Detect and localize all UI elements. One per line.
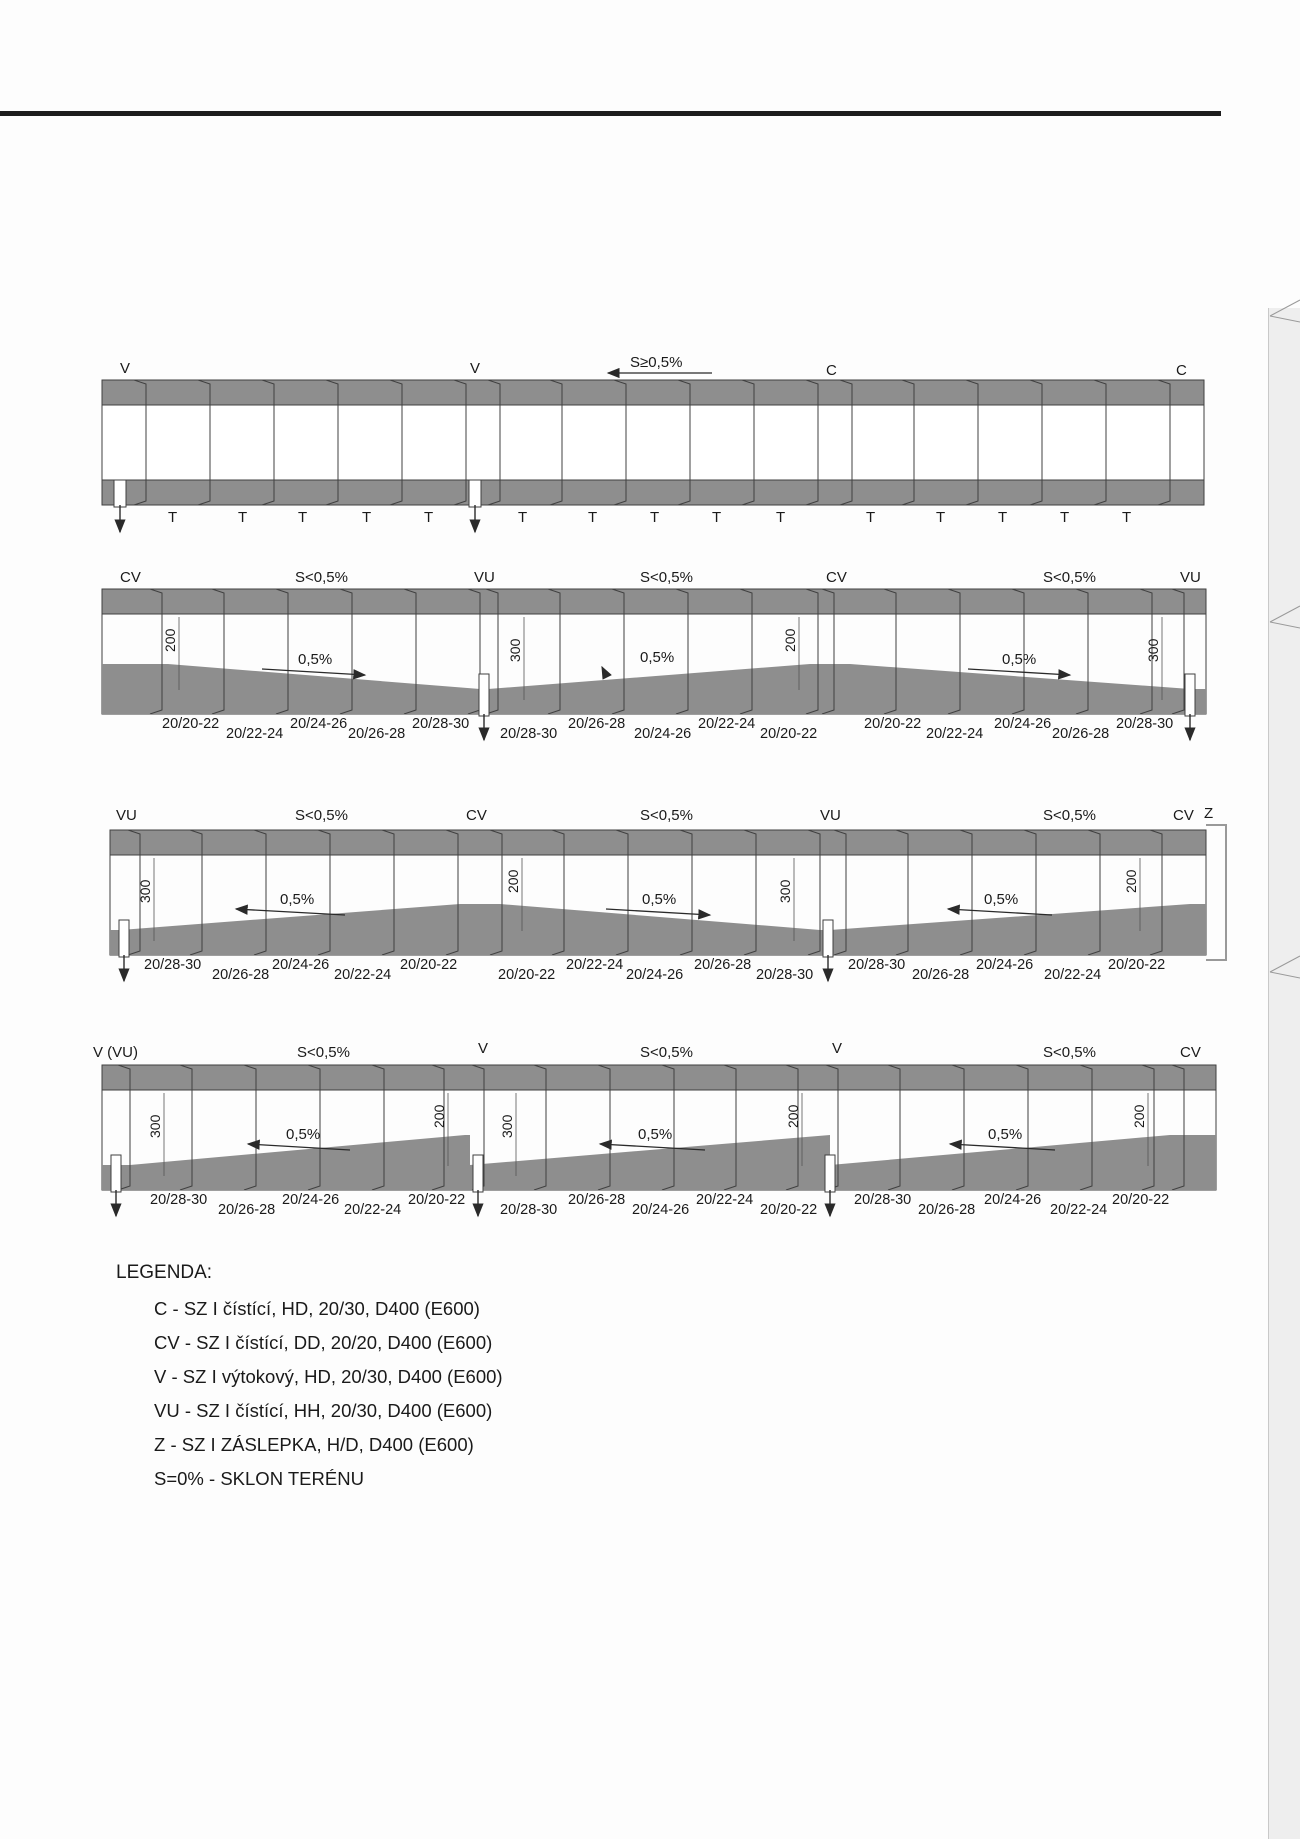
segment-label: 20/28-30 <box>1116 716 1174 732</box>
depth-label: 300 <box>137 879 153 903</box>
slope-label: 0,5% <box>280 891 315 908</box>
segment-label: 20/20-22 <box>162 716 220 732</box>
station-label: S<0,5% <box>640 1044 693 1061</box>
flow-profile <box>102 1135 1216 1190</box>
segment-label: 20/24-26 <box>282 1192 340 1208</box>
segment-label: 20/28-30 <box>150 1192 208 1208</box>
segment-label: 20/24-26 <box>994 716 1052 732</box>
station-label: V <box>470 360 481 377</box>
station-label: CV <box>466 807 487 824</box>
segment-label: 20/26-28 <box>694 957 752 973</box>
station-label: S<0,5% <box>640 569 693 586</box>
strip-2 <box>102 569 1206 742</box>
segment-label: 20/28-30 <box>848 957 906 973</box>
segment-label: 20/20-22 <box>400 957 458 973</box>
legend-item <box>154 1332 503 1354</box>
segment-label: 20/20-22 <box>498 967 556 983</box>
segment-label: T <box>238 509 248 526</box>
slope-label: 0,5% <box>984 891 1019 908</box>
legend-code: C - <box>154 1298 184 1319</box>
station-label: S<0,5% <box>297 1044 350 1061</box>
segment-label: 20/22-24 <box>696 1192 754 1208</box>
segment-label: 20/24-26 <box>634 726 692 742</box>
segment-label: 20/20-22 <box>864 716 922 732</box>
legend-item <box>154 1366 503 1388</box>
station-label: S<0,5% <box>295 807 348 824</box>
segment-label: 20/28-30 <box>500 726 558 742</box>
station-label: Z <box>1204 805 1214 822</box>
segment-label: 20/24-26 <box>290 716 348 732</box>
segment-label: T <box>1060 509 1070 526</box>
outlet <box>469 480 481 507</box>
station-label: S<0,5% <box>1043 569 1096 586</box>
legend-title: LEGENDA: <box>116 1262 213 1283</box>
segment-label: T <box>362 509 372 526</box>
strip-1 <box>102 354 1204 532</box>
legend-code: VU - <box>154 1400 196 1421</box>
tab-notch-1 <box>1270 300 1300 322</box>
station-label: VU <box>1180 569 1201 586</box>
segment-label: 20/22-24 <box>334 967 392 983</box>
outlet <box>1185 674 1195 716</box>
outlet <box>823 920 833 957</box>
pipe-body <box>102 405 1204 480</box>
segment-label: 20/20-22 <box>1108 957 1166 973</box>
station-label: S<0,5% <box>1043 1044 1096 1061</box>
legend-text: SKLON TERÉNU <box>220 1468 364 1489</box>
pipe-top-wall <box>102 589 1206 614</box>
legend-code: V - <box>154 1366 183 1387</box>
segment-label: 20/24-26 <box>626 967 684 983</box>
legend-item <box>154 1434 503 1456</box>
station-label: S<0,5% <box>1043 807 1096 824</box>
station-label: CV <box>1173 807 1194 824</box>
outlet <box>119 920 129 957</box>
segment-label: 20/28-30 <box>412 716 470 732</box>
depth-label: 300 <box>499 1114 515 1138</box>
segment-label: T <box>650 509 660 526</box>
segment-label: 20/26-28 <box>568 716 626 732</box>
segment-label: T <box>776 509 786 526</box>
segment-label: 20/26-28 <box>568 1192 626 1208</box>
outlet <box>473 1155 483 1192</box>
legend-text: SZ I ZÁSLEPKA, H/D, D400 (E600) <box>181 1434 474 1455</box>
station-label: CV <box>120 569 141 586</box>
station-label: S<0,5% <box>295 569 348 586</box>
segment-label: 20/20-22 <box>760 1202 818 1218</box>
depth-label: 300 <box>147 1114 163 1138</box>
depth-label: 300 <box>507 638 523 662</box>
outlet <box>114 480 126 507</box>
depth-label: 300 <box>1145 638 1161 662</box>
legend-item <box>154 1298 503 1320</box>
segment-label: T <box>998 509 1008 526</box>
tab-notch-3 <box>1270 956 1300 978</box>
segment-label: 20/22-24 <box>1050 1202 1108 1218</box>
depth-label: 200 <box>431 1104 447 1128</box>
outlet <box>111 1155 121 1192</box>
station-label: VU <box>116 807 137 824</box>
end-cap <box>1206 825 1226 960</box>
segment-label: 20/24-26 <box>984 1192 1042 1208</box>
segment-label: 20/20-22 <box>760 726 818 742</box>
segment-label: 20/22-24 <box>566 957 624 973</box>
segment-label: 20/22-24 <box>926 726 984 742</box>
depth-label: 300 <box>777 879 793 903</box>
slope-label: 0,5% <box>642 891 677 908</box>
strip-3 <box>110 805 1226 983</box>
station-label: V <box>832 1040 843 1057</box>
segment-label: 20/20-22 <box>408 1192 466 1208</box>
slope-label: 0,5% <box>640 649 675 666</box>
legend-text: SZ I čístící, HD, 20/30, D400 (E600) <box>183 1298 480 1319</box>
slope-label: 0,5% <box>638 1126 673 1143</box>
legend-code: S=0% - <box>154 1468 220 1489</box>
legend-code: Z - <box>154 1434 182 1455</box>
segment-label: 20/24-26 <box>976 957 1034 973</box>
legend-code: CV - <box>154 1332 196 1353</box>
depth-label: 200 <box>785 1104 801 1128</box>
slope-label: 0,5% <box>298 651 333 668</box>
legend-text: SZ I čístící, HH, 20/30, D400 (E600) <box>196 1400 493 1421</box>
station-label: VU <box>474 569 495 586</box>
segment-label: 20/26-28 <box>1052 726 1110 742</box>
segment-label: 20/26-28 <box>348 726 406 742</box>
segment-label: T <box>936 509 946 526</box>
depth-label: 200 <box>1131 1104 1147 1128</box>
legend <box>116 1262 503 1502</box>
depth-label: 200 <box>1123 869 1139 893</box>
segment-label: 20/24-26 <box>272 957 330 973</box>
outlet <box>479 674 489 716</box>
depth-label: 200 <box>782 628 798 652</box>
slope-arrow <box>236 909 345 915</box>
legend-item <box>154 1468 503 1490</box>
slope-label: 0,5% <box>1002 651 1037 668</box>
tab-notch-2 <box>1270 606 1300 628</box>
station-label: V <box>120 360 131 377</box>
pipe-top-wall <box>102 380 1204 405</box>
depth-label: 200 <box>162 628 178 652</box>
slope-arrow <box>602 667 605 673</box>
strip-4 <box>93 1040 1216 1218</box>
segment-label: 20/26-28 <box>918 1202 976 1218</box>
pipe-top-wall <box>102 1065 1216 1090</box>
outlet <box>825 1155 835 1192</box>
slope-label: 0,5% <box>988 1126 1023 1143</box>
segment-label: T <box>518 509 528 526</box>
pipe-top-wall <box>110 830 1206 855</box>
station-label: CV <box>826 569 847 586</box>
station-label: C <box>1176 362 1187 379</box>
segment-label: 20/22-24 <box>226 726 284 742</box>
station-label: VU <box>820 807 841 824</box>
segment-label: 20/26-28 <box>218 1202 276 1218</box>
station-label: CV <box>1180 1044 1201 1061</box>
pipe-bottom-wall <box>102 480 1204 505</box>
slope-label: 0,5% <box>286 1126 321 1143</box>
segment-label: T <box>712 509 722 526</box>
segment-label: 20/22-24 <box>344 1202 402 1218</box>
segment-label: 20/28-30 <box>144 957 202 973</box>
flow-profile <box>102 664 1206 714</box>
station-label: V <box>478 1040 489 1057</box>
segment-label: 20/28-30 <box>756 967 814 983</box>
segment-label: T <box>168 509 178 526</box>
segment-label: 20/20-22 <box>1112 1192 1170 1208</box>
segment-label: 20/24-26 <box>632 1202 690 1218</box>
depth-label: 200 <box>505 869 521 893</box>
segment-label: T <box>298 509 308 526</box>
segment-label: T <box>588 509 598 526</box>
legend-text: SZ I čístící, DD, 20/20, D400 (E600) <box>196 1332 493 1353</box>
segment-label: 20/28-30 <box>500 1202 558 1218</box>
segment-label: 20/22-24 <box>698 716 756 732</box>
segment-label: 20/26-28 <box>212 967 270 983</box>
station-label: C <box>826 362 837 379</box>
segment-label: 20/28-30 <box>854 1192 912 1208</box>
station-label: V (VU) <box>93 1044 138 1061</box>
segment-label: 20/22-24 <box>1044 967 1102 983</box>
legend-item <box>154 1400 503 1422</box>
station-label: S<0,5% <box>640 807 693 824</box>
legend-text: SZ I výtokový, HD, 20/30, D400 (E600) <box>182 1366 503 1387</box>
segment-label: T <box>866 509 876 526</box>
segment-label: T <box>1122 509 1132 526</box>
slope-label: S≥0,5% <box>630 354 683 371</box>
segment-label: T <box>424 509 434 526</box>
segment-label: 20/26-28 <box>912 967 970 983</box>
